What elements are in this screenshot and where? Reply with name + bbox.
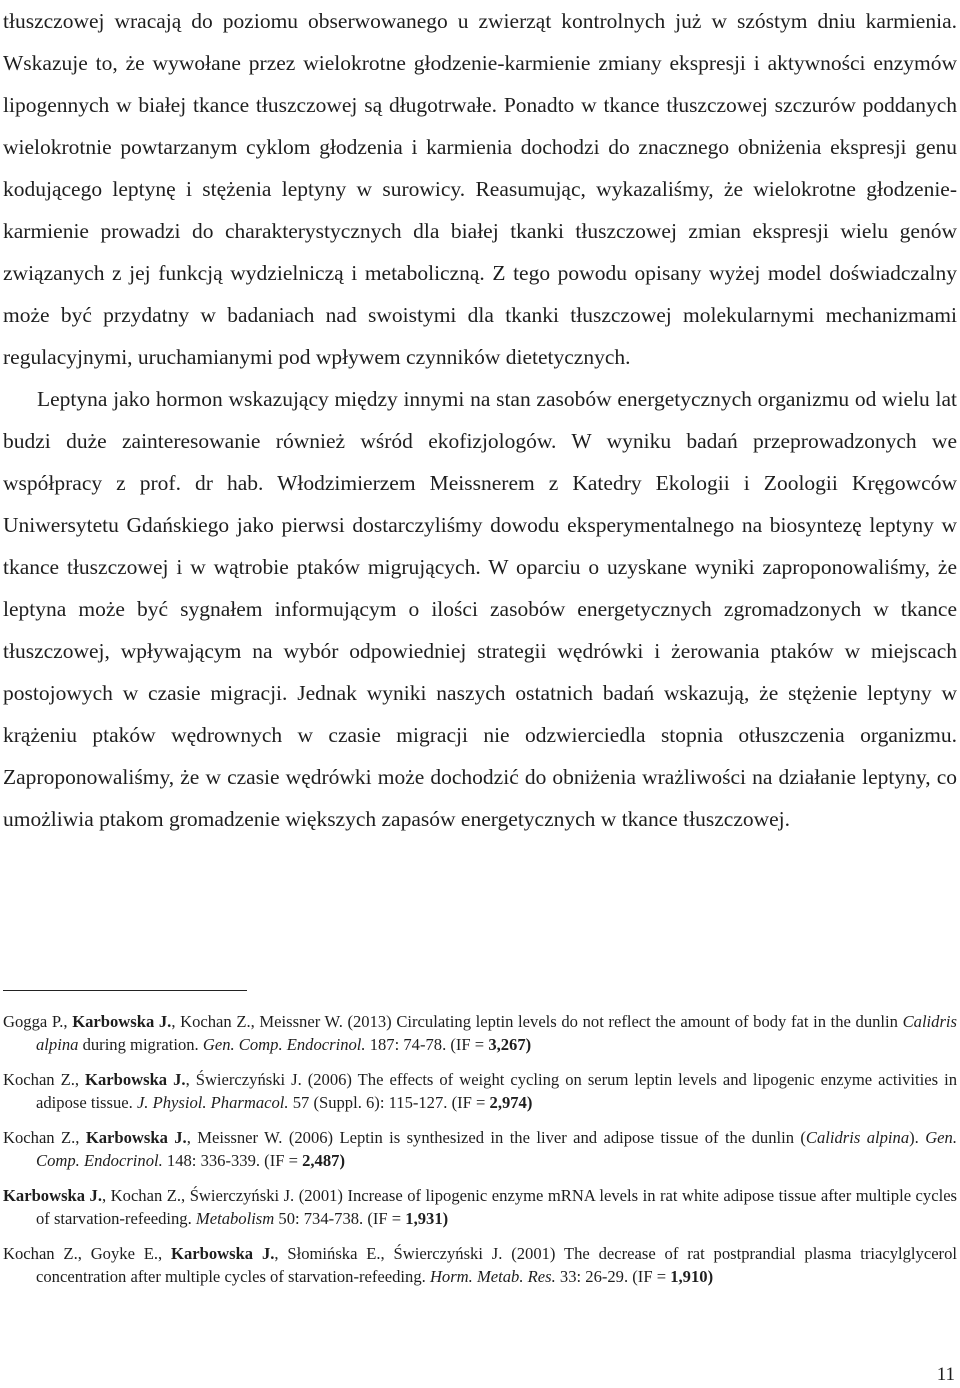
- reference-item: Gogga P., Karbowska J., Kochan Z., Meissner W. (2013) Circulating leptin levels do not reflect the amount of body fat in the dunlin Calidris alpina during migration. Gen. Comp. Endocrinol. 187: 74-78. (IF = 3,267): [3, 1012, 957, 1054]
- reference-author-highlight: Karbowska J.: [72, 1012, 172, 1031]
- reference-journal: Gen. Comp. Endocrinol.: [202, 1034, 366, 1054]
- reference-item: Kochan Z., Karbowska J., Świerczyński J. (2006) The effects of weight cycling on serum leptin levels and lipogenic enzyme activities in adipose tissue. J. Physiol. Pharmacol. 57 (Suppl. 6): 115-127. (IF = 2,974): [3, 1070, 957, 1112]
- reference-item: Kochan Z., Karbowska J., Meissner W. (2006) Leptin is synthesized in the liver and adipose tissue of the dunlin (Calidris alpina). Gen. Comp. Endocrinol. 148: 336-339. (IF = 2,487): [3, 1128, 957, 1170]
- references-list: [3, 1011, 957, 1301]
- reference-title: Leptin is synthesized in the liver and adipose tissue of the dunlin (: [339, 1128, 806, 1147]
- reference-title: Circulating leptin levels do not reflect the amount of body fat in the dunlin: [396, 1012, 903, 1031]
- reference-item: Kochan Z., Goyke E., Karbowska J., Słomińska E., Świerczyński J. (2001) The decrease of rat postprandial plasma triacylglycerol concentration after multiple cycles of starvation-refeeding. Horm. Metab. Res. 33: 26-29. (IF = 1,910): [3, 1244, 957, 1286]
- reference-item: Karbowska J., Kochan Z., Świerczyński J. (2001) Increase of lipogenic enzyme mRNA levels in rat white adipose tissue after multiple cycles of starvation-refeeding. Metabolism 50: 734-738. (IF = 1,931): [3, 1186, 958, 1228]
- impact-factor: 1,931: [405, 1208, 443, 1228]
- reference-author-highlight: Karbowska J.: [171, 1244, 275, 1263]
- reference-journal: Gen. Comp. Endocrinol.: [36, 1128, 957, 1170]
- reference-author-highlight: Karbowska J.: [3, 1186, 103, 1205]
- reference-journal: Metabolism: [195, 1208, 275, 1228]
- reference-title: The effects of weight cycling on serum leptin levels and lipogenic enzyme activities in adipose tissue.: [36, 1070, 957, 1112]
- reference-author-highlight: Karbowska J.: [85, 1128, 187, 1147]
- impact-factor: 1,910: [670, 1266, 708, 1286]
- reference-journal: Horm. Metab. Res.: [429, 1266, 556, 1286]
- page-number: 11: [936, 1364, 955, 1385]
- impact-factor: 3,267: [488, 1034, 526, 1054]
- reference-title: Increase of lipogenic enzyme mRNA levels in rat white adipose tissue after multiple cycles of starvation-refeeding.: [36, 1186, 958, 1228]
- paragraph-leptin: Leptyna jako hormon wskazujący między innymi na stan zasobów energetycznych organizmu od wielu lat budzi duże zainteresowanie również wśród ekofizjologów. W wyniku badań przeprowadzonych we współpracy z prof. dr hab. Włodzimierzem Meissnerem z Katedry Ekologii i Zoologii Kręgowców Uniwersytetu Gdańskiego jako pierwsi dostarczyliśmy dowodu eksperymentalnego na biosyntezę leptyny w tkance tłuszczowej i w wątrobie ptaków migrujących. W oparciu o uzyskane wyniki zaproponowaliśmy, że leptyna może być sygnałem informującym o ilości zasobów energetycznych zgromadzonych w tkance tłuszczowej, wpływającym na wybór odpowiedniej strategii wędrówki i żerowania ptaków w miejscach postojowych w czasie migracji. Jednak wyniki naszych ostatnich badań wskazują, że stężenie leptyny w krążeniu ptaków wędrownych w czasie migracji nie odzwierciedla stopnia otłuszczenia organizmu. Zaproponowaliśmy, że w czasie wędrówki może dochodzić do obniżenia wrażliwości na działanie leptyny, co umożliwia ptakom gromadzenie większych zapasów energetycznych w tkance tłuszczowej.: [3, 387, 957, 831]
- species-name: Calidris alpina: [805, 1128, 910, 1147]
- main-text: [3, 0, 957, 840]
- footnote-divider: [3, 990, 247, 991]
- paragraph-continuation: tłuszczowej wracają do poziomu obserwowanego u zwierząt kontrolnych już w szóstym dniu karmienia. Wskazuje to, że wywołane przez wielokrotne głodzenie-karmienie zmiany ekspresji i aktywności enzymów lipogennych w białej tkance tłuszczowej są długotrwałe. Ponadto w tkance tłuszczowej szczurów poddanych wielokrotnie powtarzanym cyklom głodzenia i karmienia dochodzi do znacznego obniżenia ekspresji genu kodującego leptynę i stężenia leptyny w surowicy. Reasumując, wykazaliśmy, że wielokrotne głodzenie-karmienie prowadzi do charakterystycznych dla białej tkanki tłuszczowej zmian ekspresji wielu genów związanych z jej funkcją wydzielniczą i metaboliczną. Z tego powodu opisany wyżej model doświadczalny może być przydatny w badaniach nad swoistymi dla tkanki tłuszczowej molekularnymi mechanizmami regulacyjnymi, uruchamianymi pod wpływem czynników dietetycznych.: [3, 9, 957, 369]
- reference-journal: J. Physiol. Pharmacol.: [136, 1092, 289, 1112]
- impact-factor: 2,974: [489, 1092, 527, 1112]
- impact-factor: 2,487: [302, 1150, 340, 1170]
- reference-author-highlight: Karbowska J.: [85, 1070, 186, 1089]
- reference-title: The decrease of rat postprandial plasma triacylglycerol concentration after multiple cycles of starvation-refeeding.: [36, 1244, 957, 1286]
- species-name: Calidris alpina: [36, 1012, 957, 1054]
